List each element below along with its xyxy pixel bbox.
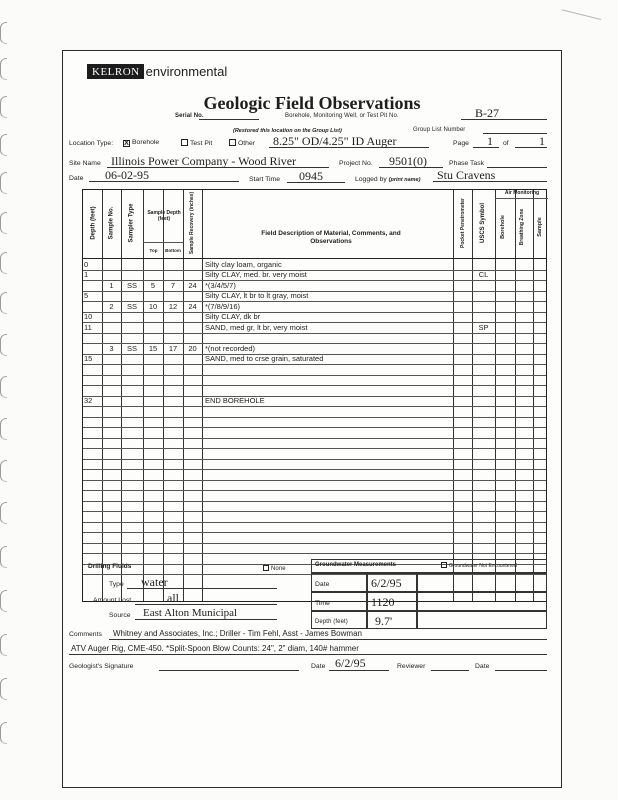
drilling-none-option[interactable]	[263, 565, 286, 572]
source-label: Source	[109, 612, 131, 619]
cell-depth: 11	[84, 322, 92, 332]
header-sample-depth: Sample Depth (feet)	[147, 210, 181, 222]
of-value: 1	[539, 134, 545, 148]
reviewer-label: Reviewer	[397, 663, 426, 670]
cell-type: SS	[126, 301, 137, 311]
location-borehole-option[interactable]	[123, 139, 159, 147]
cell-depth: 0	[84, 259, 89, 269]
binder-ring	[0, 460, 7, 482]
gw-time-value: 1120	[371, 595, 395, 609]
location-test-pit-option[interactable]	[181, 139, 212, 147]
other-option-label: Other	[238, 140, 255, 147]
logged-by-hint: (print name)	[388, 177, 421, 183]
logo-subtitle: environmental	[145, 64, 228, 79]
field-observation-form	[62, 50, 562, 788]
cell-bottom: 7	[170, 280, 176, 290]
cell-desc: SAND, med gr, lt br, very moist	[205, 322, 308, 332]
scan-mark	[559, 9, 601, 32]
cell-desc: Silty CLAY, lt br to lt gray, moist	[205, 291, 309, 300]
site-name-label: Site Name	[69, 160, 101, 167]
cell-depth: 1	[84, 270, 89, 279]
cell-bottom: 17	[168, 343, 178, 353]
cell-no: 1	[109, 280, 114, 290]
binder-ring	[0, 252, 7, 274]
drilling-type-label: Type	[109, 581, 124, 588]
binder-ring	[0, 590, 7, 612]
cell-desc: Silty CLAY, med. br. very moist	[205, 270, 307, 279]
gw-time-label: Time	[315, 600, 330, 607]
binder-ring	[0, 722, 7, 744]
amount-lost-label: Amount Lost	[93, 597, 132, 604]
logged-by-value: Stu Cravens	[437, 168, 496, 182]
cell-depth: 5	[84, 291, 89, 300]
source-value: East Alton Municipal	[143, 607, 238, 619]
gw-date-label: Date	[315, 581, 330, 588]
cell-top: 10	[148, 301, 158, 311]
drilling-none-checkbox[interactable]	[263, 565, 269, 571]
cell-type: SS	[126, 343, 137, 353]
phase-task-label: Phase Task	[449, 160, 485, 167]
restored-note: (Restored this location on the Group List)	[233, 128, 342, 134]
header-sampler-type: Sampler Type	[128, 203, 135, 243]
binder-ring	[0, 334, 7, 356]
groundwater-not-encountered-option[interactable]	[441, 562, 517, 569]
binder-ring	[0, 22, 7, 44]
page-title: Geologic Field Observations	[203, 93, 421, 113]
binder-ring	[0, 134, 7, 156]
cell-depth: 15	[84, 354, 93, 363]
cell-top: 5	[150, 280, 156, 290]
cell-depth: 10	[84, 312, 93, 321]
gw-depth-label: Depth (feet)	[315, 619, 348, 625]
borehole-value: B-27	[475, 106, 499, 120]
start-time-value: 0945	[299, 169, 323, 183]
header-air-monitoring: Air Monitoring	[504, 190, 540, 196]
groundwater-panel	[311, 559, 547, 631]
comments-label: Comments	[69, 631, 102, 638]
company-logo	[87, 64, 227, 79]
test-pit-checkbox[interactable]	[181, 139, 188, 146]
cell-rec: 24	[188, 280, 197, 290]
drilling-fluids-label: Drilling Fluids	[88, 563, 132, 570]
cell-bottom: 12	[168, 301, 178, 311]
cell-desc: *(not recorded)	[205, 343, 256, 353]
serial-label: Serial No.	[175, 113, 204, 119]
date-label: Date	[69, 175, 84, 182]
binder-ring	[0, 96, 7, 118]
amount-lost-value: all	[167, 591, 179, 605]
cell-uscs: CL	[478, 270, 489, 279]
binder-ring	[0, 418, 7, 440]
cell-depth: 32	[84, 396, 93, 405]
other-checkbox[interactable]	[229, 139, 236, 146]
header-recovery: Sample Recovery (inches)	[189, 191, 195, 255]
cell-rec: 20	[188, 343, 197, 353]
page-value: 1	[487, 134, 493, 148]
logged-by-text: Logged by	[355, 176, 387, 183]
group-list-label: Group List Number	[413, 127, 466, 133]
cell-type: SS	[126, 280, 137, 290]
start-time-label: Start Time	[249, 176, 280, 183]
drilling-type-value: water	[141, 575, 168, 589]
cell-top: 15	[148, 343, 158, 353]
logo-brand: KELRON	[87, 64, 144, 79]
header-sample-no: Sample No.	[108, 206, 115, 240]
location-type-label: Location Type:	[69, 140, 114, 147]
header-borehole: Borehole	[500, 215, 506, 239]
groundwater-label: Groundwater Measurements	[315, 562, 397, 568]
binder-ring	[0, 634, 7, 656]
borehole-checkbox[interactable]: X	[124, 140, 129, 147]
not-encountered-label: Groundwater Not Encountered	[449, 563, 517, 569]
binder-ring	[0, 172, 7, 194]
signature-date-label: Date	[311, 663, 326, 670]
project-no-label: Project No.	[339, 160, 373, 167]
binder-ring	[0, 212, 7, 234]
header-breathing-zone: Breathing Zone	[519, 208, 525, 246]
comments-line-2: ATV Auger Rig, CME-450. *Split-Spoon Blow Counts: 24", 2" diam, 140# hammer	[71, 644, 359, 653]
cell-no: 2	[109, 301, 114, 311]
of-label: of	[503, 140, 509, 147]
cell-desc: *(7/8/9/16)	[205, 301, 241, 311]
signature-date-value: 6/2/95	[335, 656, 366, 670]
cell-desc: *(3/4/5/7)	[205, 280, 236, 290]
cell-desc: Silty clay loam, organic	[205, 259, 282, 269]
cell-uscs: SP	[478, 322, 489, 332]
drilling-none-label: None	[271, 566, 286, 572]
page-label: Page	[453, 140, 469, 147]
project-no-value: 9501(0)	[389, 154, 427, 168]
cell-no: 3	[109, 343, 114, 353]
gw-depth-value: 9.7'	[375, 614, 393, 628]
header-depth: Depth (feet)	[90, 206, 97, 240]
binder-ring	[0, 376, 7, 398]
cell-desc: Silty CLAY, dk br	[205, 312, 261, 321]
cell-rec: 24	[188, 301, 197, 311]
location-other-option[interactable]	[229, 139, 255, 147]
header-description: Field Description of Material, Comments, and Observations	[261, 230, 401, 245]
header-top: Top	[149, 248, 158, 253]
gw-date-value: 6/2/95	[371, 576, 402, 590]
borehole-option-label: Borehole	[132, 139, 160, 146]
not-encountered-checkbox[interactable]	[441, 562, 447, 568]
geologist-signature-label: Geologist's Signature	[69, 663, 134, 670]
header-bottom: Bottom	[165, 248, 181, 253]
other-value: 8.25" OD/4.25" ID Auger	[273, 134, 397, 148]
binder-ring	[0, 546, 7, 568]
binder-ring	[0, 58, 7, 80]
header-uscs: USCS Symbol	[480, 203, 486, 244]
binder-ring	[0, 678, 7, 700]
comments-line-1: Whitney and Associates, Inc.; Driller - Tim Fehl, Asst - James Bowman	[113, 629, 362, 638]
test-pit-option-label: Test Pit	[190, 140, 213, 147]
date-value: 06-02-95	[105, 168, 149, 182]
header-penetrometer: Pocket Penetrometer	[460, 197, 466, 249]
logged-by-label	[355, 176, 420, 183]
binder-ring	[0, 502, 7, 524]
cell-desc: END BOREHOLE	[205, 396, 265, 405]
header-sample: Sample	[537, 217, 543, 237]
site-name-value: Illinois Power Company - Wood River	[111, 154, 297, 168]
reviewer-date-label: Date	[475, 663, 490, 670]
binder-ring	[0, 292, 7, 314]
borehole-label: Borehole, Monitoring Well, or Test Pit No.	[285, 113, 399, 119]
cell-desc: SAND, med to crse grain, saturated	[205, 354, 324, 363]
